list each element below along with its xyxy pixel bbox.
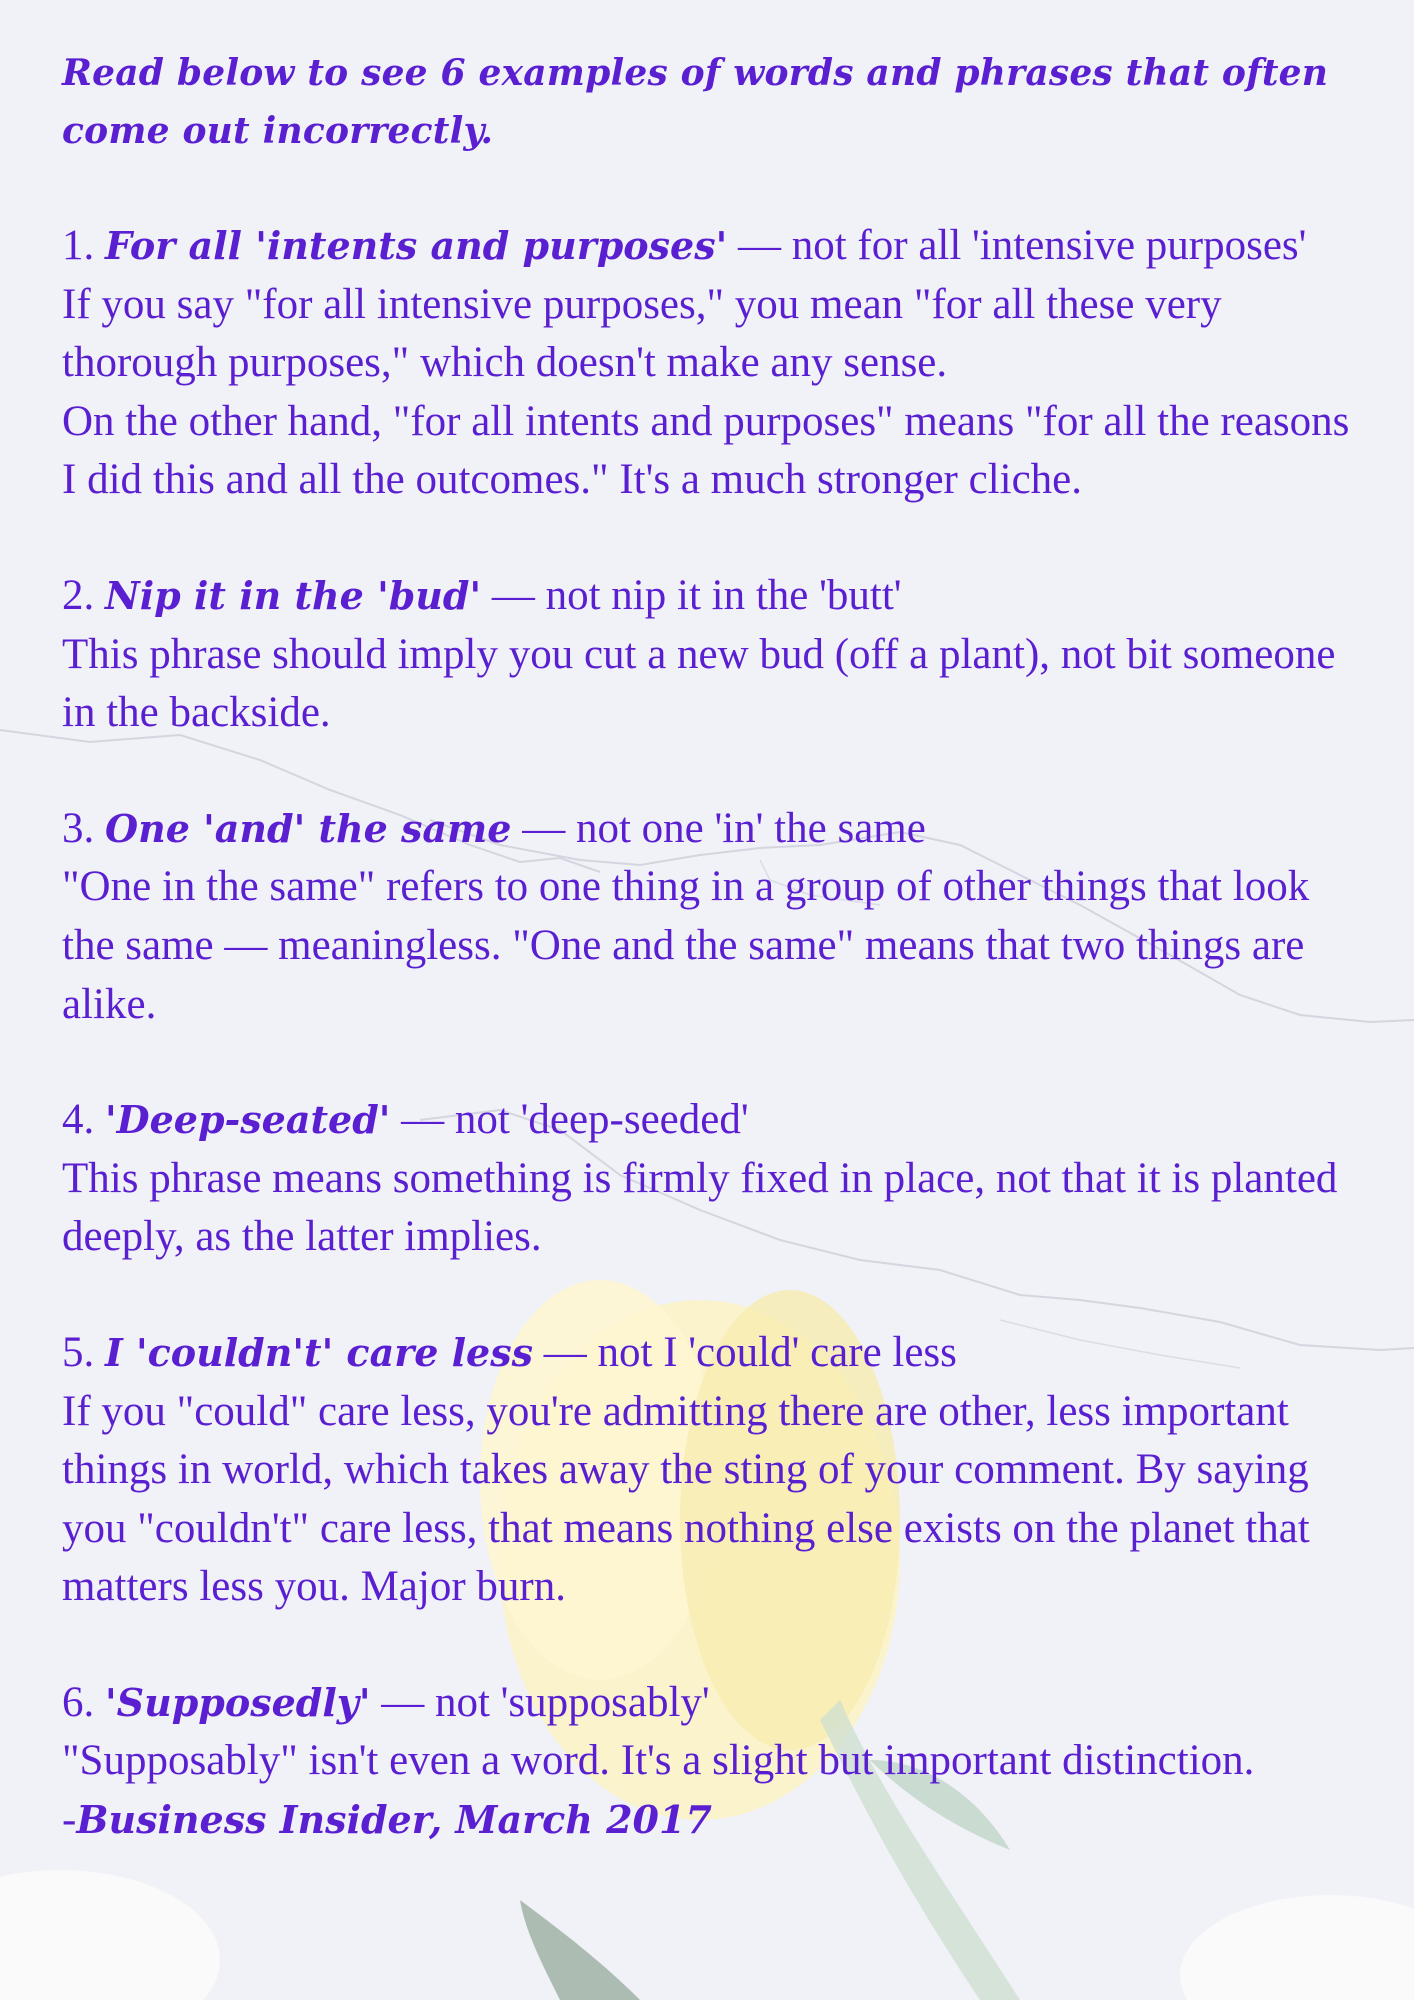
item-explanation: If you "could" care less, you're admitting there are other, less important things in world, which takes away the sting of your comment. By saying you "couldn't" care less, that means nothing else exists on the planet that matters less you. Major burn. [62,1387,1310,1611]
incorrect-phrase: — not for all 'intensive purposes' [727,222,1307,269]
item-number: 1. [62,222,95,269]
item-heading [62,1674,1362,1733]
item-heading [62,800,1362,859]
item-number: 5. [62,1328,95,1376]
source-citation [62,1791,1362,1850]
item-explanation: "Supposably" isn't even a word. It's a slight but important distinction. [62,1737,1255,1785]
item-heading [62,217,1362,276]
item-number: 4. [62,1096,95,1144]
correct-phrase: For all 'intents and purposes' [105,223,728,268]
list-item-5 [62,1324,1362,1617]
list-item-1 [62,217,1362,510]
item-heading [62,1091,1362,1150]
incorrect-phrase: — not nip it in the 'butt' [481,571,902,619]
incorrect-phrase: — not 'deep-seeded' [390,1096,749,1144]
list-item-6 [62,1674,1362,1791]
item-number: 6. [62,1678,95,1726]
item-explanation: This phrase means something is firmly fixed in place, not that it is planted deeply, as the latter implies. [62,1154,1338,1261]
intro-text: Read below to see 6 examples of words and phrases that often come out incorrectly. [62,52,1329,152]
incorrect-phrase: — not I 'could' care less [533,1328,957,1376]
correct-phrase: 'Deep-seated' [105,1097,391,1143]
main-content [62,44,1362,1850]
correct-phrase: I 'couldn't' care less [105,1329,534,1375]
item-heading [62,567,1362,626]
list-item-3 [62,800,1362,1034]
incorrect-phrase: — not one 'in' the same [511,804,926,852]
correct-phrase: One 'and' the same [105,805,512,851]
correct-phrase: Nip it in the 'bud' [105,572,482,618]
item-explanation: If you say "for all intensive purposes," you mean "for all these very thorough purposes," which doesn't make any sense. On the other hand, "for all intents and purposes" means "for all the reasons I did this and all the outcomes." It's a much stronger cliche. [62,280,1350,504]
incorrect-phrase: — not 'supposably' [370,1678,710,1726]
item-number: 2. [62,571,95,619]
item-number: 3. [62,804,95,852]
list-item-2 [62,567,1362,743]
item-explanation: "One in the same" refers to one thing in a group of other things that look the same — meaningless. "One and the same" means that two things are alike. [62,863,1310,1028]
correct-phrase: 'Supposedly' [105,1679,371,1725]
item-explanation: This phrase should imply you cut a new bud (off a plant), not bit someone in the backside. [62,630,1336,737]
source-prefix: - [62,1796,77,1844]
source-title: Business Insider, March 2017 [76,1797,712,1843]
item-heading [62,1324,1362,1383]
list-item-4 [62,1091,1362,1267]
